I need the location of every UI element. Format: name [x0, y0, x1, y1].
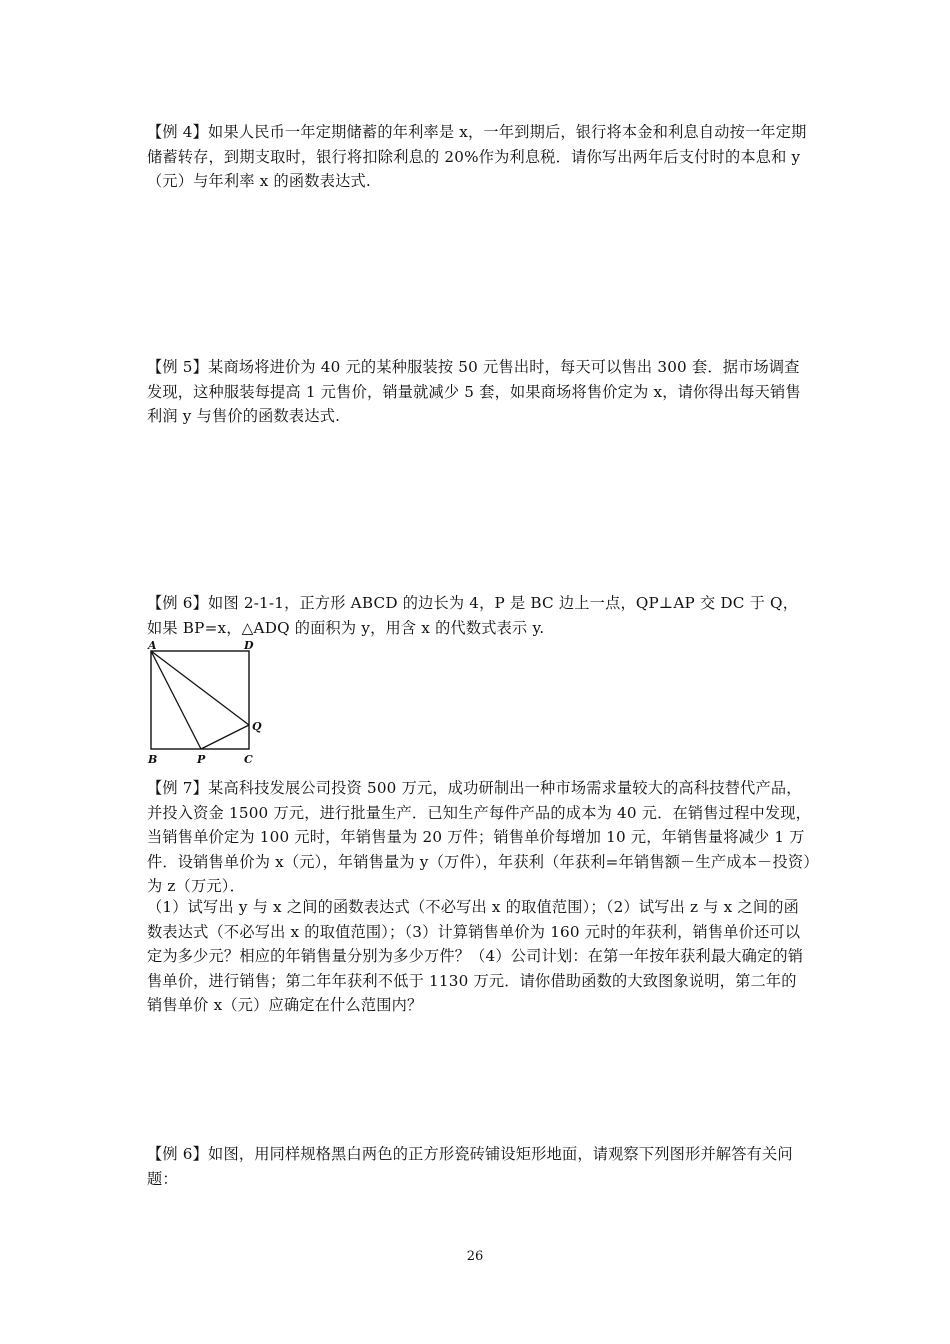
- square-outline: [151, 651, 249, 749]
- vertex-label-b: B: [148, 753, 158, 766]
- vertex-label-d: D: [244, 640, 254, 652]
- segment-pq: [201, 725, 249, 749]
- example-6-text: 【例 6】如图 2-1-1，正方形 ABCD 的边长为 4，P 是 BC 边上一点，QP⊥AP 交 DC 于 Q，如果 BP=x，△ADQ 的面积为 y，用含 x 的代数式表示 y.: [147, 594, 799, 637]
- segment-ap: [151, 651, 201, 749]
- example-4-text: 【例 4】如果人民币一年定期储蓄的年利率是 x，一年到期后，银行将本金和利息自动按一年定期储蓄转存，到期支取时，银行将扣除利息的 20%作为利息税．请你写出两年后支付时的本息和 y（元）与年利率 x 的函数表达式.: [147, 123, 807, 190]
- square-abcd-figure: [143, 640, 271, 770]
- square-abcd-diagram: [143, 640, 271, 770]
- example-7-text: 【例 7】某高科技发展公司投资 500 万元，成功研制出一种市场需求量较大的高科技替代产品，并投入资金 1500 万元，进行批量生产．已知生产每件产品的成本为 40 元．在销售过程中发现，当销售单价定为 100 元时，年销售量为 20 万件；销售单价每增加 10 元，年销售量将减少 1 万件．设销售单价为 x（元），年销售量为 y（万件），年获利（年获利=年销售额－生产成本－投资）为 z（万元）．: [147, 779, 812, 895]
- example-5-text: 【例 5】某商场将进价为 40 元的某种服装按 50 元售出时，每天可以售出 300 套．据市场调查发现，这种服装每提高 1 元售价，销量就减少 5 套，如果商场将售价定为 x，请你得出每天销售利润 y 与售价的函数表达式.: [147, 358, 801, 425]
- page-number: 26: [466, 1249, 484, 1264]
- point-label-q: Q: [252, 720, 262, 733]
- vertex-label-a: A: [148, 640, 157, 652]
- point-label-p: P: [197, 753, 206, 766]
- example-7-questions: （1）试写出 y 与 x 之间的函数表达式（不必写出 x 的取值范围）；（2）试写出 z 与 x 之间的函数表达式（不必写出 x 的取值范围）；（3）计算销售单价为 160 元时的年获利，销售单价还可以定为多少元？相应的年销售量分别为多少万件？（4）公司计划：在第一年按年获利最大确定的销售单价，进行销售；第二年年获利不低于 1130 万元．请你借助函数的大致图象说明，第二年的销售单价 x（元）应确定在什么范围内？: [147, 898, 804, 1014]
- example-6b-text: 【例 6】如图，用同样规格黑白两色的正方形瓷砖铺设矩形地面，请观察下列图形并解答有关问题：: [147, 1145, 793, 1188]
- vertex-label-c: C: [244, 753, 253, 766]
- segment-aq: [151, 651, 249, 725]
